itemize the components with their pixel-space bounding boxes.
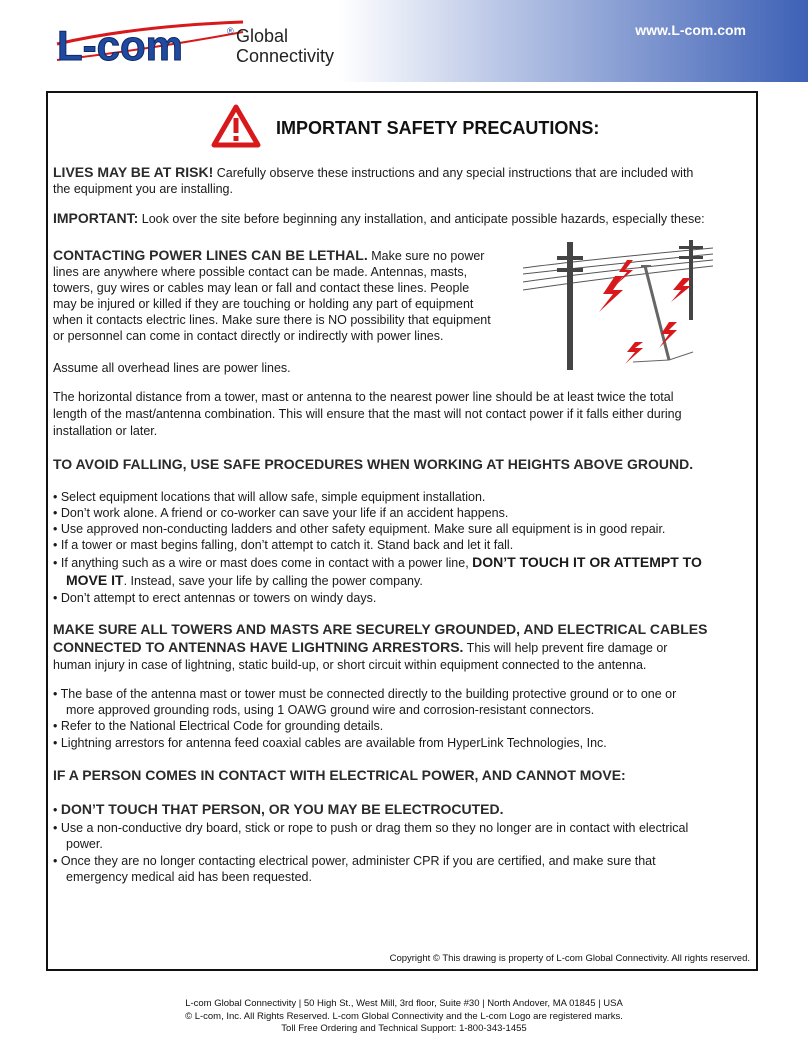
falling-bullet-5 <box>53 554 702 571</box>
warning-triangle-icon <box>211 104 261 148</box>
falling-b5-text: • If anything such as a wire or mast does come in contact with a power line, <box>53 556 473 570</box>
falling-b5-emphasis-2: MOVE IT <box>66 572 124 588</box>
footer-support: Toll Free Ordering and Technical Support: 1-800-343-1455 <box>281 1023 527 1034</box>
power-line-2: lines are anywhere where possible contact can be made. Antennas, masts, <box>53 265 468 279</box>
power-line-illustration <box>523 238 713 380</box>
grounded-heading-2 <box>53 639 667 656</box>
lives-text-1: Carefully observe these instructions and any special instructions that are included with <box>213 166 694 180</box>
contact-bullet-3-cont: emergency medical aid has been requested. <box>66 870 312 884</box>
distance-line-2: length of the mast/antenna combination. This will ensure that the mast will not contact power if it falls either during <box>53 407 682 421</box>
power-lead: CONTACTING POWER LINES CAN BE LETHAL. <box>53 247 368 263</box>
grounded-bullet-1-cont: more approved grounding rods, using 1 OAWG ground wire and corrosion-resistant connectors. <box>66 703 595 717</box>
falling-b5-tail: . Instead, save your life by calling the power company. <box>123 574 423 588</box>
falling-bullet-3: • Use approved non-conducting ladders and other safety equipment. Make sure all equipment is in good repair. <box>53 522 666 536</box>
contact-b1-bullet: • <box>53 803 61 817</box>
contact-b1-text: DON’T TOUCH THAT PERSON, OR YOU MAY BE ELECTROCUTED. <box>60 801 504 817</box>
contact-bullet-2-cont: power. <box>66 837 103 851</box>
falling-heading: TO AVOID FALLING, USE SAFE PROCEDURES WHEN WORKING AT HEIGHTS ABOVE GROUND. <box>53 456 694 472</box>
power-line-3: towers, guy wires or cables may lean or fall and contact these lines. People <box>53 281 470 295</box>
svg-text:L-com: L-com <box>57 22 183 68</box>
grounded-text-2: This will help prevent fire damage or <box>463 641 668 655</box>
copyright-note: Copyright © This drawing is property of L-com Global Connectivity. All rights reserved. <box>389 953 750 964</box>
footer-address: L-com Global Connectivity | 50 High St., West Mill, 3rd floor, Suite #30 | North Andover, MA 01845 | USA <box>185 998 623 1009</box>
website-url[interactable]: www.L-com.com <box>635 22 746 38</box>
distance-line-3: installation or later. <box>53 424 158 438</box>
falling-bullet-2: • Don’t work alone. A friend or co-worker can save your life if an accident happens. <box>53 506 509 520</box>
brand-name <box>236 26 334 66</box>
grounded-heading-2-bold: CONNECTED TO ANTENNAS HAVE LIGHTNING ARRESTORS. <box>53 639 464 655</box>
grounded-bullet-2: • Refer to the National Electrical Code for grounding details. <box>53 719 384 733</box>
important-text: Look over the site before beginning any installation, and anticipate possible hazards, especially these: <box>138 212 705 226</box>
lcom-logo <box>55 20 245 68</box>
important-lead: IMPORTANT: <box>53 210 139 226</box>
power-line-5: when it contacts electric lines. Make sure there is NO possibility that equipment <box>53 313 491 327</box>
page-title: IMPORTANT SAFETY PRECAUTIONS: <box>276 118 600 138</box>
grounded-bullet-3: • Lightning arrestors for antenna feed coaxial cables are available from HyperLink Technologies, Inc. <box>53 736 607 750</box>
footer-rights: © L-com, Inc. All Rights Reserved. L-com Global Connectivity and the L-com Logo are registered marks. <box>185 1011 623 1022</box>
contact-bullet-1 <box>53 801 503 818</box>
power-line-6: or personnel can come in contact directly or indirectly with power lines. <box>53 329 444 343</box>
contact-heading: IF A PERSON COMES IN CONTACT WITH ELECTRICAL POWER, AND CANNOT MOVE: <box>53 767 626 783</box>
assume-line: Assume all overhead lines are power lines. <box>53 361 291 375</box>
falling-bullet-5-cont <box>66 572 423 589</box>
lives-line-2: the equipment you are installing. <box>53 182 233 196</box>
falling-b5-emphasis: DON’T TOUCH IT OR ATTEMPT TO <box>472 554 702 570</box>
contact-bullet-3: • Once they are no longer contacting electrical power, administer CPR if you are certified, and make sure that <box>53 854 656 868</box>
distance-line-1: The horizontal distance from a tower, mast or antenna to the nearest power line should be at least twice the total <box>53 390 674 404</box>
lives-lead: LIVES MAY BE AT RISK! <box>53 164 214 180</box>
falling-bullet-1: • Select equipment locations that will allow safe, simple equipment installation. <box>53 490 486 504</box>
svg-text:®: ® <box>227 26 234 36</box>
lives-line-1 <box>53 164 693 181</box>
power-line-1 <box>53 247 484 264</box>
grounded-bullet-1: • The base of the antenna mast or tower must be connected directly to the building protective ground or to one or <box>53 687 677 701</box>
brand-line-global: Global <box>236 26 289 46</box>
grounded-heading-1: MAKE SURE ALL TOWERS AND MASTS ARE SECURELY GROUNDED, AND ELECTRICAL CABLES <box>53 621 708 637</box>
brand-line-connectivity: Connectivity <box>236 46 335 66</box>
page-header <box>0 0 808 82</box>
contact-bullet-2: • Use a non-conductive dry board, stick or rope to push or drag them so they no longer are in contact with electrical <box>53 821 689 835</box>
power-line-4: may be injured or killed if they are touching or holding any part of equipment <box>53 297 474 311</box>
important-line <box>53 210 705 227</box>
falling-bullet-6: • Don’t attempt to erect antennas or towers on windy days. <box>53 591 377 605</box>
power-text-1: Make sure no power <box>367 249 485 263</box>
falling-bullet-4: • If a tower or mast begins falling, don’t attempt to catch it. Stand back and let it fall. <box>53 538 514 552</box>
grounded-line-3: human injury in case of lightning, static build-up, or short circuit within equipment connected to the antenna. <box>53 658 647 672</box>
